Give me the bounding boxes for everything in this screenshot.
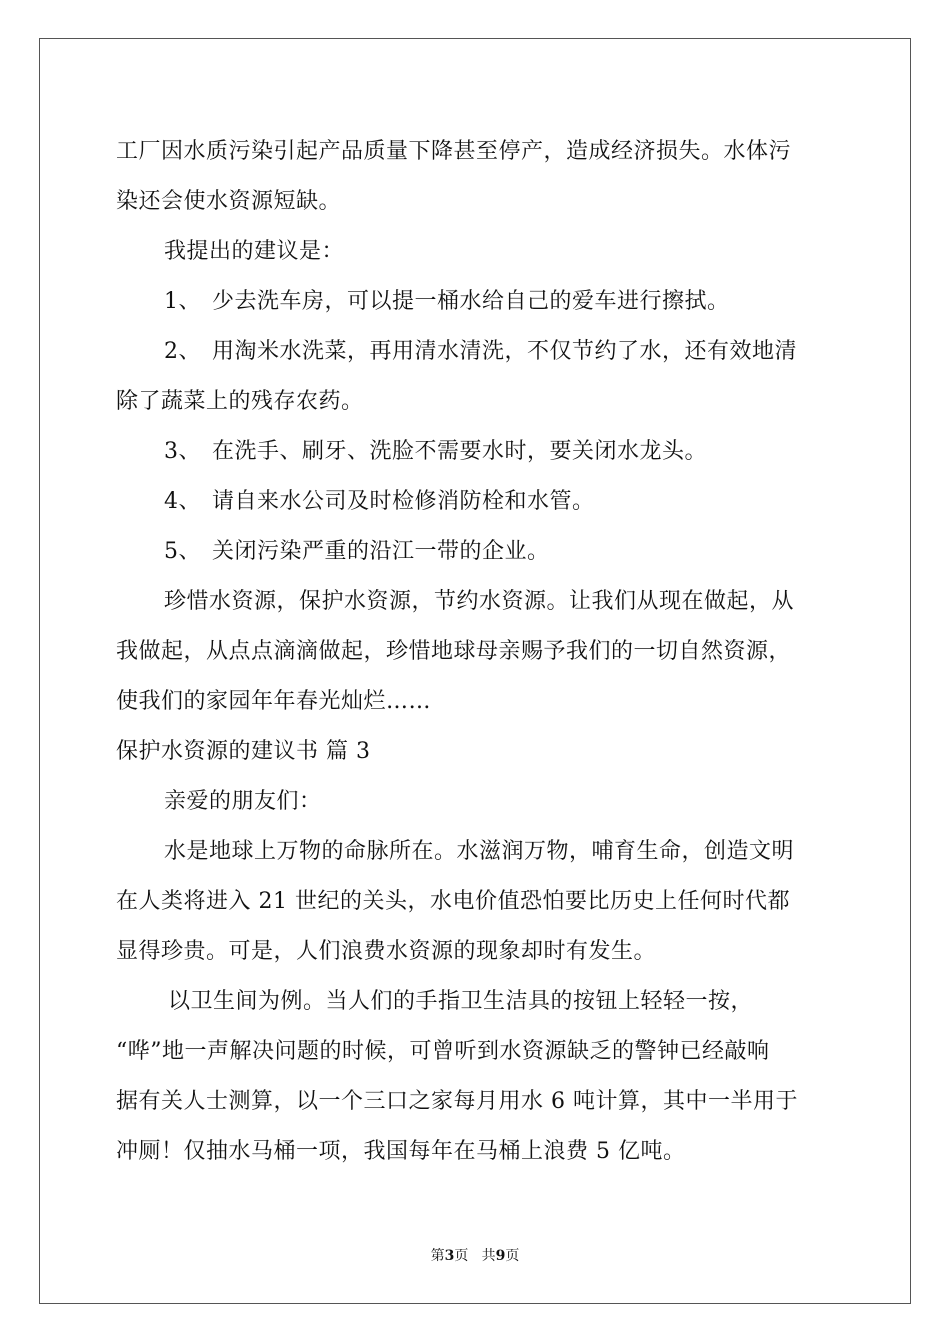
paragraph-line: 水是地球上万物的命脉所在。水滋润万物，哺育生命，创造文明 (164, 839, 795, 864)
footer-total-suffix: 页 (505, 1248, 520, 1264)
list-item-text: 用淘米水洗菜，再用清水清洗，不仅节约了水，还有效地清 (212, 339, 798, 364)
footer-total-number: 9 (495, 1248, 506, 1264)
list-item (164, 337, 797, 367)
list-item (164, 287, 730, 317)
paragraph-line: 使我们的家园年年春光灿烂…… (116, 689, 432, 714)
list-item (164, 437, 707, 467)
paragraph-line: 显得珍贵。可是，人们浪费水资源的现象却时有发生。 (116, 939, 657, 964)
paragraph-line: 以卫生间为例。当人们的手指卫生洁具的按钮上轻轻一按， (168, 989, 754, 1014)
paragraph-line: 我做起，从点点滴滴做起，珍惜地球母亲赐予我们的一切自然资源， (116, 639, 792, 664)
paragraph-line: 工厂因水质污染引起产品质量下降甚至停产，造成经济损失。水体污 (116, 139, 792, 164)
paragraph-line: 据有关人士测算，以一个三口之家每月用水 6 吨计算，其中一半用于 (116, 1089, 798, 1114)
page-footer (0, 1247, 950, 1265)
paragraph-line: 冲厕！仅抽水马桶一项，我国每年在马桶上浪费 5 亿吨。 (116, 1139, 686, 1164)
paragraph-line: 珍惜水资源，保护水资源，节约水资源。让我们从现在做起，从 (164, 589, 795, 614)
section-heading: 保护水资源的建议书 篇 3 (116, 739, 371, 764)
footer-page-number: 3 (444, 1248, 455, 1264)
list-item-text: 少去洗车房，可以提一桶水给自己的爱车进行擦拭。 (212, 289, 730, 314)
list-item-number: 4、 (164, 489, 201, 514)
paragraph-line: 亲爱的朋友们： (164, 789, 322, 814)
list-item-text: 请自来水公司及时检修消防栓和水管。 (212, 489, 595, 514)
list-item-number: 5、 (164, 539, 201, 564)
list-item-text: 关闭污染严重的沿江一带的企业。 (212, 539, 550, 564)
list-item-number: 1、 (164, 289, 201, 314)
list-item-number: 2、 (164, 339, 201, 364)
paragraph-line: 我提出的建议是： (164, 239, 345, 264)
list-item (164, 487, 595, 517)
paragraph-line: “哗”地一声解决问题的时候，可曾听到水资源缺乏的警钟已经敲响 (116, 1039, 770, 1064)
paragraph-line: 染还会使水资源短缺。 (116, 189, 342, 214)
list-item-number: 3、 (164, 439, 201, 464)
footer-page-prefix: 第 (430, 1248, 445, 1264)
list-item-text: 在洗手、刷牙、洗脸不需要水时，要关闭水龙头。 (212, 439, 708, 464)
paragraph-line: 在人类将进入 21 世纪的关头，水电价值恐怕要比历史上任何时代都 (116, 889, 790, 914)
footer-page-suffix: 页 (454, 1248, 469, 1264)
paragraph-line: 除了蔬菜上的残存农药。 (116, 389, 364, 414)
list-item (164, 537, 550, 567)
footer-total-prefix: 共 (481, 1248, 496, 1264)
